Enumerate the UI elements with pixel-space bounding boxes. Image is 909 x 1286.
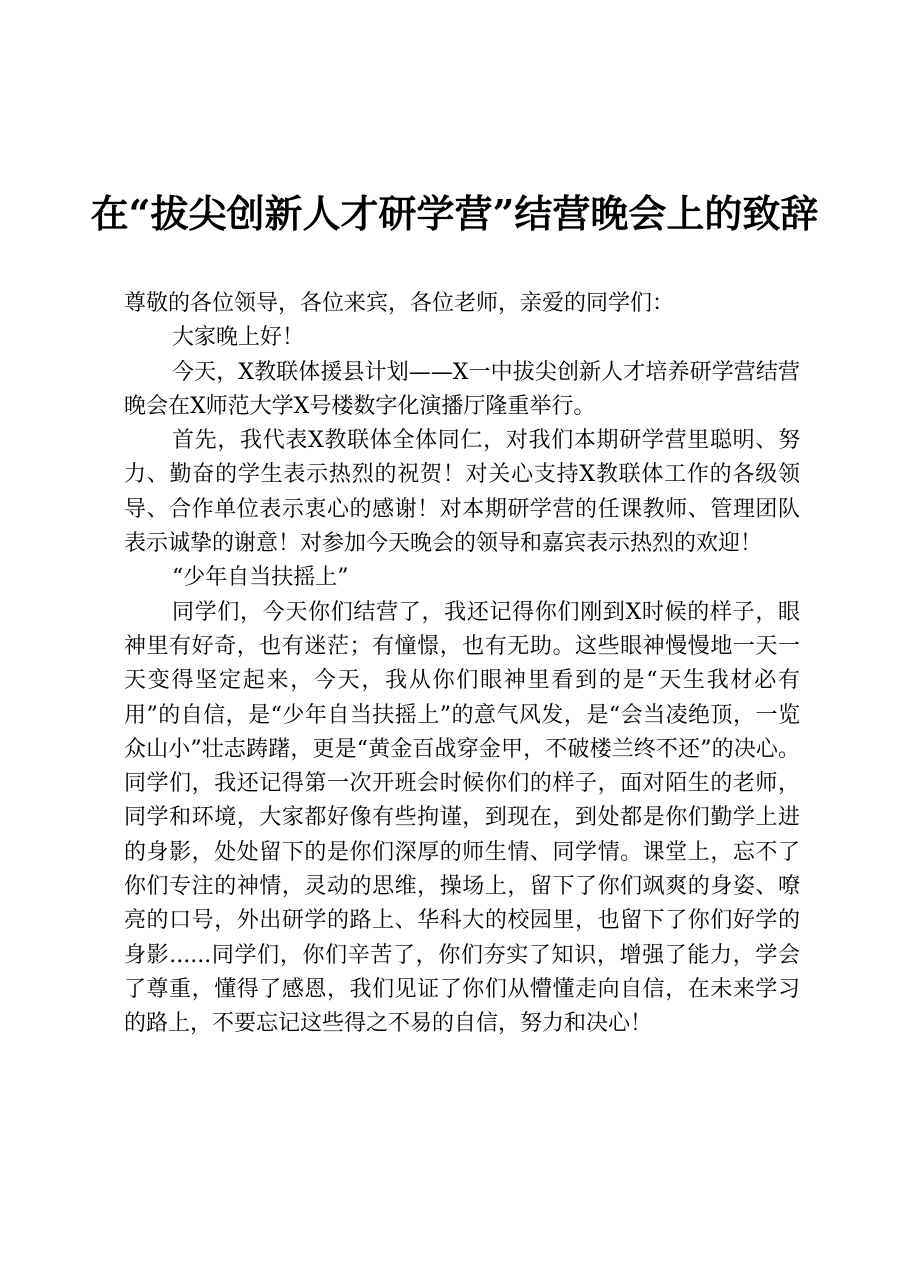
paragraph-event: 今天，X教联体援县计划——X一中拔尖创新人才培养研学营结营晚会在X师范大学X号楼数字化演播厅隆重举行。 bbox=[124, 359, 800, 419]
document-title: 在“拔尖创新人才研学营”结营晚会上的致辞 bbox=[90, 191, 819, 236]
paragraph-thanks: 首先，我代表X教联体全体同仁，对我们本期研学营里聪明、努力、勤奋的学生表示热烈的祝贺！对关心支持X教联体工作的各级领导、合作单位表示衷心的感谢！对本期研学营的任课教师、管理团队表示诚挚的谢意！对参加今天晚会的领导和嘉宾表示热烈的欢迎！ bbox=[124, 428, 800, 557]
salutation: 尊敬的各位领导，各位来宾，各位老师，亲爱的同学们： bbox=[124, 291, 675, 316]
paragraph-greeting: 大家晚上好！ bbox=[172, 325, 305, 351]
paragraph-main: 同学们，今天你们结营了，我还记得你们刚到X时候的样子，眼神里有好奇，也有迷茫；有憧憬，也有无助。这些眼神慢慢地一天一天变得坚定起来，今天，我从你们眼神里看到的是“天生我材必有用”的自信，是“少年自当扶摇上”的意气风发，是“会当凌绝顶，一览众山小”壮志踌躇，更是“黄金百战穿金甲，不破楼兰终不还”的决心。同学们，我还记得第一次开班会时候你们的样子，面对陌生的老师，同学和环境，大家都好像有些拘谨，到现在，到处都是你们勤学上进的身影，处处留下的是你们深厚的师生情、同学情。课堂上，忘不了你们专注的神情，灵动的思维，操场上，留下了你们飒爽的身姿、嘹亮的口号，外出研学的路上、华科大的校园里，也留下了你们好学的身影......同学们，你们辛苦了，你们夯实了知识，增强了能力，学会了尊重，懂得了感恩，我们见证了你们从懵懂走向自信，在未来学习的路上，不要忘记这些得之不易的自信，努力和决心！ bbox=[124, 599, 800, 1037]
section-heading: “少年自当扶摇上” bbox=[172, 565, 349, 591]
document-body bbox=[124, 287, 800, 1042]
